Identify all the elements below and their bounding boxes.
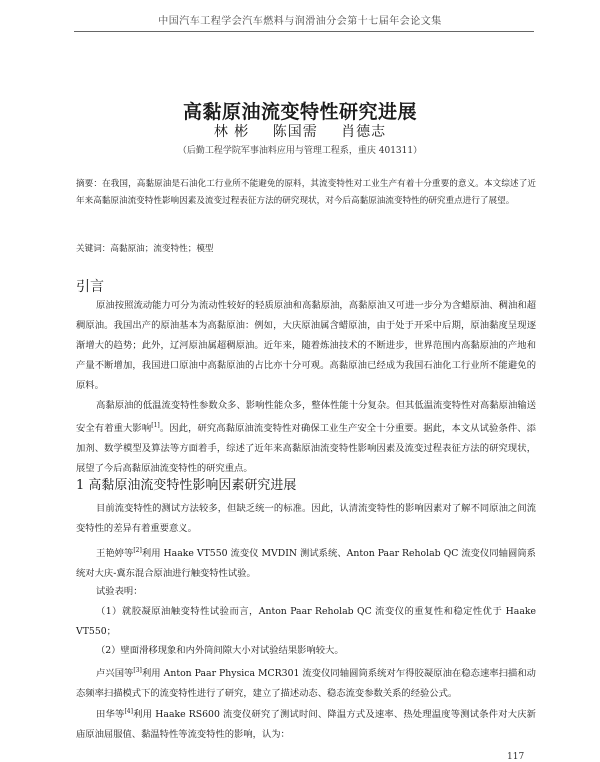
abstract: 摘要：在我国，高黏原油是石油化工行业所不能避免的原料，其流变特性对工业生产有着十分重要的意义。本文综述了近年来高黏原油流变特性影响因素及流变过程表征方法的研究现状，对今后高黏原油流变特性的研究重点进行了展望。	[76, 178, 536, 206]
header-rule	[74, 31, 534, 32]
section1-paragraph-3: 试验表明：	[96, 586, 143, 597]
running-head: 中国汽车工程学会汽车燃料与润滑油分会第十七届年会论文集	[158, 16, 442, 27]
section-heading-intro: 引言	[76, 279, 104, 295]
keywords: 关键词：高黏原油；流变特性；模型	[76, 243, 214, 254]
citation-4: [4]	[124, 708, 133, 715]
author-list	[0, 121, 600, 141]
s1-p7-text-b: 利用 Haake RS600 流变仪研究了测试时间、降温方式及速率、热处理温度等测试条件对大庆新庙原油屈服值、黏温特性等流变特性的影响，认为：	[76, 709, 536, 741]
section-heading-1: 1 高黏原油流变特性影响因素研究进展	[76, 478, 297, 493]
page-number: 117	[507, 752, 525, 762]
intro-paragraph-2	[76, 396, 536, 479]
author-1: 林 彬	[213, 124, 250, 140]
intro-p2-text-a: 高黏原油的低温流变特性参数众多、影响性能众多，整体性能十分复杂。但其低温流变特性对高黏原油输送安全有着重大影响	[76, 400, 536, 435]
s1-p2-text-a: 王艳婷等	[96, 548, 134, 560]
section1-list-item-2: （2）壁面滑移现象和内外筒间隙大小对试验结果影响较大。	[96, 645, 344, 656]
section1-paragraph-2	[76, 541, 536, 584]
s1-p6-text-b: 利用 Anton Paar Physica MCR301 流变仪同轴圆筒系统对乍得胶凝原油在稳态速率扫描和动态频率扫描模式下的流变特性进行了研究，建立了描述动态、稳态流变参数关系的经验公式。	[76, 668, 536, 700]
s1-p7-text-a: 田华等	[96, 709, 125, 721]
section1-list-item-1: （1）就胶凝原油触变特性试验而言，Anton Paar Reholab QC 流变仪的重复性和稳定性优于 Haake VT550；	[76, 606, 536, 637]
section1-paragraph-5	[76, 702, 536, 745]
affiliation: （后勤工程学院军事油料应用与管理工程系，重庆 401311）	[177, 146, 423, 156]
author-2: 陈国需	[272, 124, 318, 140]
section1-paragraph-1: 目前流变特性的测试方法较多，但缺乏统一的标准。因此，认清流变特性的影响因素对了解不同原油之间流变特性的差异有着重要意义。	[76, 503, 536, 534]
author-3: 肖德志	[341, 124, 387, 140]
citation-3: [3]	[133, 667, 142, 674]
section1-paragraph-4	[76, 661, 536, 704]
intro-p2-text-b: 。因此，研究高黏原油流变特性对确保工业生产安全十分重要。据此，本文从试验条件、添加剂、数学模型及算法等方面着手，综述了近年来高黏原油流变特性影响因素及流变过程表征方法的研究现状，展望了今后高黏原油流变特性的研究重点。	[76, 423, 536, 475]
intro-paragraph-1: 原油按照流动能力可分为流动性较好的轻质原油和高黏原油，高黏原油又可进一步分为含蜡原油、稠油和超稠原油。我国出产的原油基本为高黏原油：例如，大庆原油属含蜡原油，由于处于开采中后期，原油黏度呈现逐渐增大的趋势；此外，辽河原油属超稠原油。近年来，随着炼油技术的不断进步，世界范围内高黏原油的产地和产量不断增加，我国进口原油中高黏原油的占比亦十分可观。高黏原油已经成为我国石油化工行业所不能避免的原料。	[76, 300, 536, 391]
citation-2: [2]	[133, 547, 142, 554]
s1-p6-text-a: 卢兴国等	[96, 668, 134, 680]
citation-1: [1]	[151, 422, 160, 429]
s1-p2-text-b: 利用 Haake VT550 流变仪 MVDIN 测试系统、Anton Paar Reholab QC 流变仪同轴圆筒系统对大庆-冀东混合原油进行触变特性试验。	[76, 548, 536, 580]
paper-title: 高黏原油流变特性研究进展	[182, 100, 417, 123]
